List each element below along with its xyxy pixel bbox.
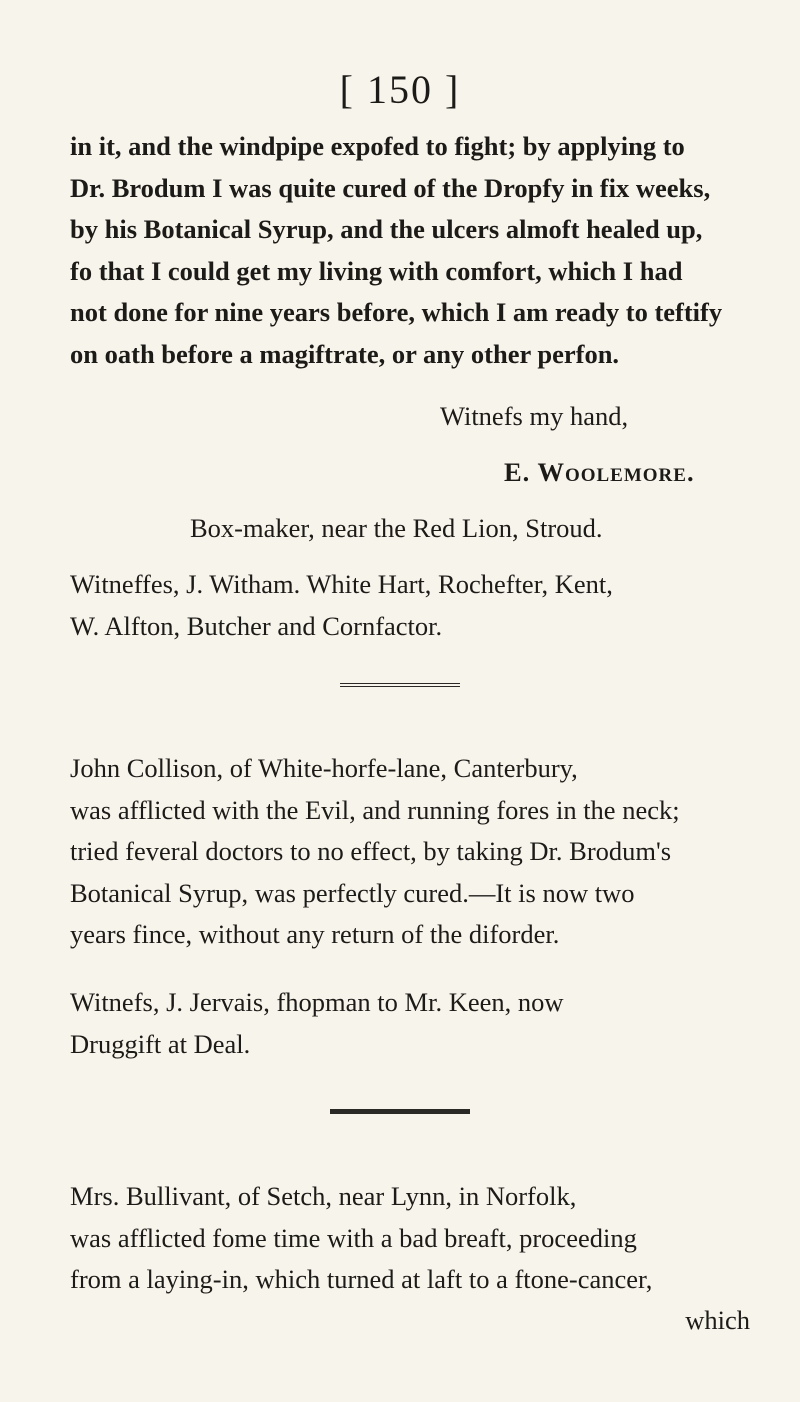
text-line: not done for nine years before, which I am ready to teftify [70,297,723,327]
text-line: W. Alfton, Butcher and Cornfactor. [70,610,443,641]
page-number: [ 150 ] [339,67,461,112]
text-line: years fince, without any return of the diforder. [70,919,560,949]
text-line: by his Botanical Syrup, and the ulcers almoft healed up, [70,214,703,244]
testimonial-continuation [70,126,750,375]
text-line: Witneffes, J. Witham. White Hart, Rochefter, Kent, [70,569,613,599]
text-line: was afflicted with the Evil, and running fores in the neck; [70,794,680,825]
witnesses-block [70,564,750,647]
text-line: Dr. Brodum I was quite cured of the Dropfy in fix weeks, [70,172,711,203]
text-line: John Collison, of White-horfe-lane, Canterbury, [70,753,578,783]
section-divider [330,1109,470,1114]
text-line: Druggift at Deal. [70,1028,251,1059]
text-line: on oath before a magiftrate, or any other perfon. [70,338,620,369]
text-line: Mrs. Bullivant, of Setch, near Lynn, in Norfolk, [70,1181,577,1211]
testimonial-collison [70,748,750,956]
text-line: from a laying-in, which turned at laft to a ftone-cancer, [70,1264,653,1294]
text-line: tried feveral doctors to no effect, by taking Dr. Brodum's [70,836,672,866]
text-line: Witnefs, J. Jervais, fhopman to Mr. Keen, now [70,987,564,1017]
text-line: Botanical Syrup, was perfectly cured.—It is now two [70,877,635,908]
text-line: was afflicted fome time with a bad breaft, proceeding [70,1222,637,1253]
testimonial-bullivant [70,1176,750,1301]
occupation-line: Box-maker, near the Red Lion, Stroud. [190,513,603,543]
witness-jervais [70,982,750,1065]
witness-hand: Witnefs my hand, [440,401,629,431]
section-divider [340,683,460,687]
text-line: in it, and the windpipe expofed to fight; by applying to [70,131,685,161]
catchword: which [685,1305,750,1335]
signature: E. Woolemore. [504,457,695,487]
text-line: fo that I could get my living with comfort, which I had [70,255,683,286]
